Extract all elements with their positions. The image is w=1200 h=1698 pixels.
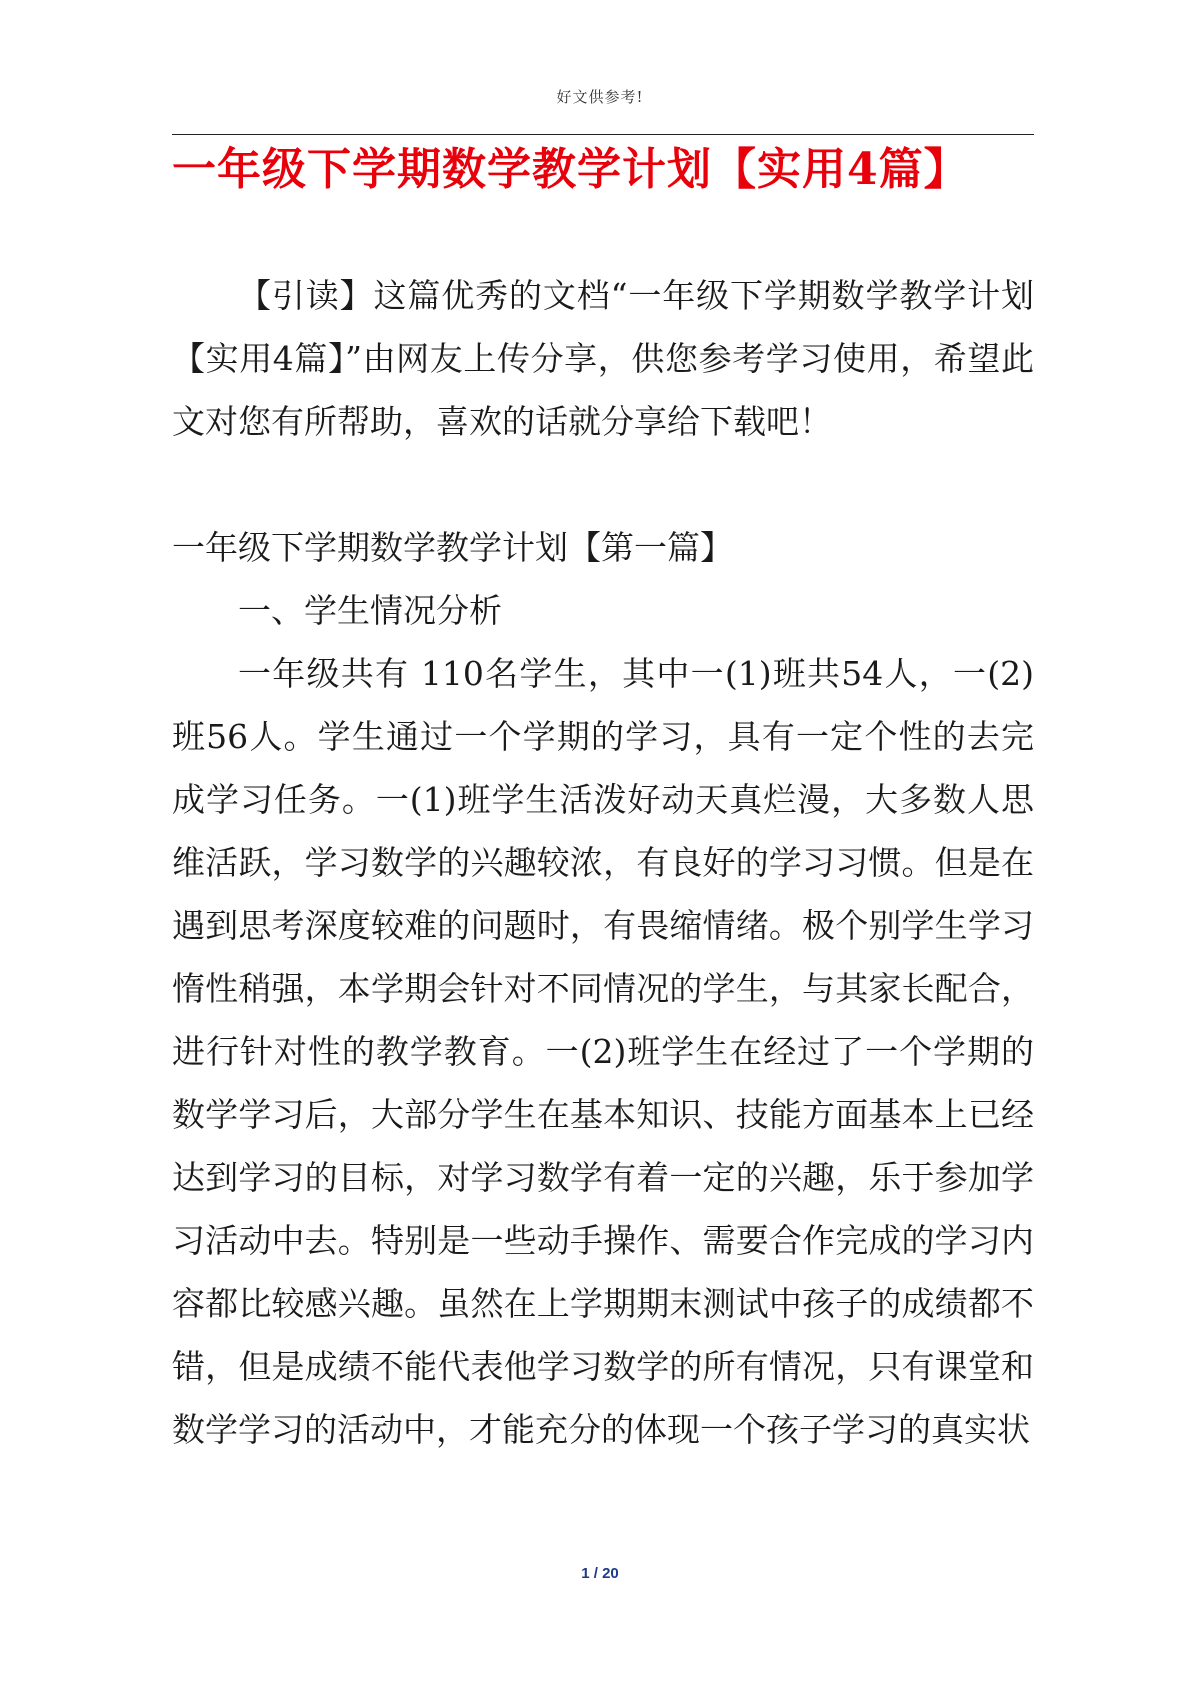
document-body [172, 264, 1034, 1461]
section-title: 一年级下学期数学教学计划【第一篇】 [172, 528, 733, 567]
section-subheading: 一、学生情况分析 [238, 591, 502, 630]
header-divider [172, 134, 1034, 135]
page-number: 1 / 20 [581, 1565, 619, 1582]
document-title: 一年级下学期数学教学计划【实用4篇】 [172, 144, 969, 195]
intro-paragraph: 【引读】这篇优秀的文档“一年级下学期数学教学计划【实用4篇】”由网友上传分享，供您参考学习使用，希望此文对您有所帮助，喜欢的话就分享给下载吧！ [172, 276, 1034, 441]
header-note: 好文供参考! [556, 88, 644, 106]
body-paragraph: 一年级共有 110名学生，其中一(1)班共54人，一(2)班56人。学生通过一个学期的学习，具有一定个性的去完成学习任务。一(1)班学生活泼好动天真烂漫，大多数人思维活跃，学习数学的兴趣较浓，有良好的学习习惯。但是在遇到思考深度较难的问题时，有畏缩情绪。极个别学生学习惰性稍强，本学期会针对不同情况的学生，与其家长配合，进行针对性的教学教育。一(2)班学生在经过了一个学期的数学学习后，大部分学生在基本知识、技能方面基本上已经达到学习的目标，对学习数学有着一定的兴趣，乐于参加学习活动中去。特别是一些动手操作、需要合作完成的学习内容都比较感兴趣。虽然在上学期期末测试中孩子的成绩都不错，但是成绩不能代表他学习数学的所有情况，只有课堂和数学学习的活动中，才能充分的体现一个孩子学习的真实状 [172, 654, 1034, 1449]
paragraph-spacer [172, 453, 1034, 516]
